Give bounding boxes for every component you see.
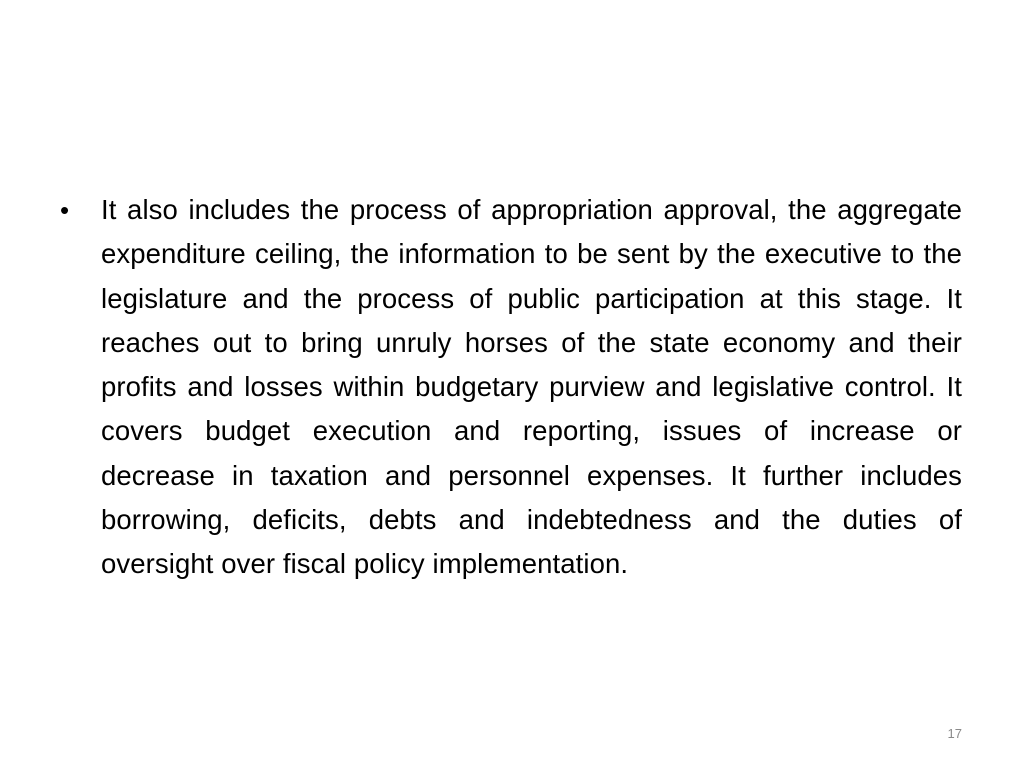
bullet-text: It also includes the process of appropriation approval, the aggregate expenditure ceiling, the information to be sent by the executive to the legislature and the process of public participation at this stage. It reaches out to bring unruly horses of the state economy and their profits and losses within budgetary purview and legislative control. It covers budget execution and reporting, issues of increase or decrease in taxation and personnel expenses. It further includes borrowing, deficits, debts and indebtedness and the duties of oversight over fiscal policy implementation.: [101, 194, 962, 580]
bullet-item: [60, 188, 962, 587]
page-number: 17: [947, 726, 962, 741]
bullet-marker: •: [60, 195, 70, 225]
bullet-list: [60, 188, 962, 587]
